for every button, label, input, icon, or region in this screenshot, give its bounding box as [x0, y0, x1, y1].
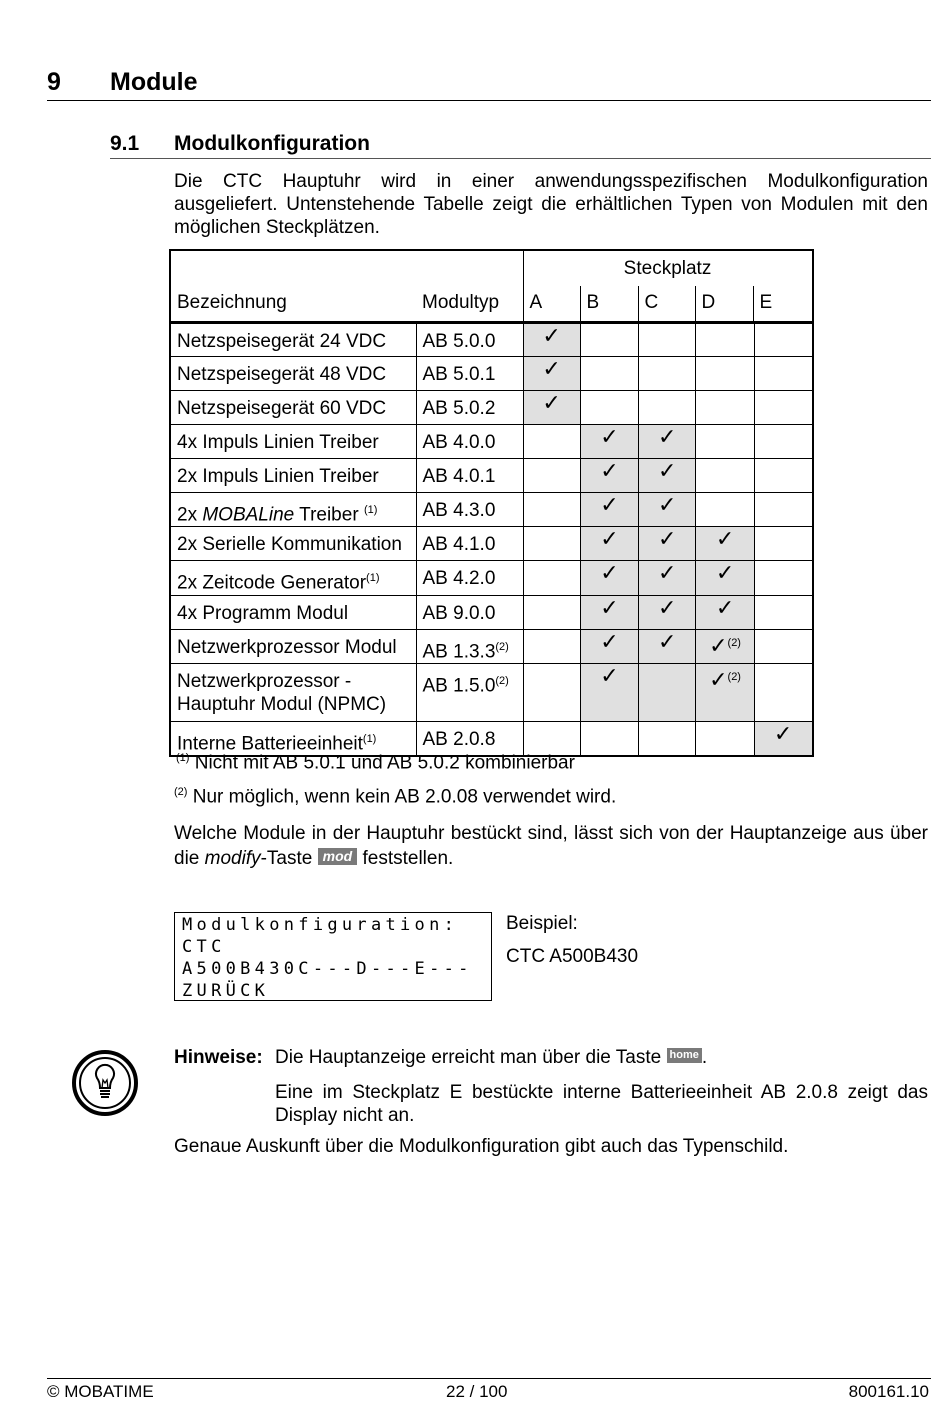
- slot-cell: [754, 323, 812, 357]
- display-line: Modulkonfiguration:: [182, 915, 459, 935]
- check-icon: ✓: [542, 391, 561, 416]
- display-line: A500B430C---D---E---: [182, 959, 473, 979]
- slot-cell: [639, 595, 696, 629]
- footnote-2: $^{(2)}$ Nur möglich, wenn kein AB 2.0.08 verwendet wird.: [174, 786, 617, 808]
- check-icon: ✓: [600, 527, 619, 553]
- check-icon: ✓: [658, 425, 677, 450]
- module-name: Netzspeisegerät 24 VDC: [170, 323, 416, 357]
- slot-cell: [696, 595, 754, 629]
- modify-paragraph: Welche Module in der Hauptuhr bestückt sind, lässt sich von der Hauptanzeige aus über die modify-Taste mod feststellen.: [174, 823, 928, 869]
- check-icon: ✓: [658, 459, 677, 484]
- footer-page-number: 22 / 100: [446, 1382, 508, 1401]
- table-row: [170, 323, 813, 357]
- slot-cell: [754, 425, 812, 459]
- slot-cell: [523, 561, 580, 595]
- display-line: ZURÜCK: [182, 981, 270, 1001]
- slot-cell: [580, 323, 638, 357]
- module-name: 2x MOBALine Treiber $^{(1)}$: [170, 493, 416, 527]
- module-name: 2x Serielle Kommunikation: [170, 527, 416, 561]
- slot-cell: [580, 357, 638, 391]
- chapter-number: 9: [47, 68, 61, 96]
- slot-cell: [523, 595, 580, 629]
- table-row: [170, 391, 813, 425]
- slot-cell: [754, 391, 812, 425]
- slot-cell: [639, 493, 696, 527]
- module-type: AB 4.2.0: [416, 561, 523, 595]
- slot-cell: [580, 629, 638, 663]
- header-steckplatz: Steckplatz: [623, 258, 712, 279]
- table-row: [170, 425, 813, 459]
- table-row: [170, 663, 813, 721]
- check-icon: ✓: [709, 668, 728, 694]
- slot-cell: [696, 527, 754, 561]
- slot-cell: [580, 493, 638, 527]
- module-name: 4x Impuls Linien Treiber: [170, 425, 416, 459]
- section-number: 9.1: [110, 132, 140, 155]
- slot-cell: [580, 425, 638, 459]
- check-icon: ✓: [658, 561, 677, 587]
- header-type: Modultyp: [416, 250, 523, 323]
- module-name: 2x Zeitcode Generator$^{(1)}$: [170, 561, 416, 595]
- check-icon: ✓: [600, 459, 619, 484]
- slot-cell: [696, 323, 754, 357]
- check-icon: ✓: [600, 629, 619, 655]
- table-row: [170, 561, 813, 595]
- slot-cell: [754, 459, 812, 493]
- slot-cell: [754, 721, 812, 756]
- slot-cell: [523, 493, 580, 527]
- table-row: [170, 357, 813, 391]
- module-name: Netzwerkprozessor - Hauptuhr Modul (NPMC): [170, 663, 416, 721]
- module-name: 4x Programm Modul: [170, 595, 416, 629]
- check-icon: ✓: [600, 595, 619, 621]
- footer-rule: [47, 1378, 931, 1379]
- slot-cell: [523, 391, 580, 425]
- slot-cell: [639, 323, 696, 357]
- check-icon: ✓: [600, 663, 619, 689]
- check-icon: ✓: [600, 561, 619, 587]
- table-row: [170, 595, 813, 629]
- slot-cell: [639, 527, 696, 561]
- slot-cell: [523, 425, 580, 459]
- slot-cell: [696, 391, 754, 425]
- slot-cell: [696, 459, 754, 493]
- section-title: Modulkonfiguration: [174, 132, 370, 155]
- slot-cell: [523, 357, 580, 391]
- check-icon: ✓: [709, 633, 728, 659]
- module-name: Netzspeisegerät 48 VDC: [170, 357, 416, 391]
- slot-cell: [754, 663, 812, 721]
- header-slots: [523, 250, 813, 323]
- module-type: AB 5.0.0: [416, 323, 523, 357]
- intro-paragraph: Die CTC Hauptuhr wird in einer anwendungsspezifischen Modulkonfiguration ausgeliefert. Untenstehende Tabelle zeigt die erhältlichen Typen von Modulen mit den möglichen Steckplätzen.: [174, 171, 928, 238]
- slot-a: A: [524, 286, 581, 321]
- example-value: CTC A500B430: [506, 946, 639, 967]
- slot-cell: [754, 561, 812, 595]
- slot-cell: [580, 459, 638, 493]
- lcd-display: [174, 912, 492, 1001]
- section-heading: [110, 132, 931, 159]
- hint-label: Hinweise:: [174, 1047, 263, 1068]
- slot-letters: [524, 286, 812, 321]
- check-icon: ✓: [658, 595, 677, 621]
- slot-cell: [639, 561, 696, 595]
- slot-cell: [523, 527, 580, 561]
- module-name: Netzspeisegerät 60 VDC: [170, 391, 416, 425]
- slot-cell: [639, 425, 696, 459]
- slot-cell: [580, 721, 638, 756]
- module-type: AB 9.0.0: [416, 595, 523, 629]
- display-line: CTC: [182, 937, 226, 957]
- footnote-1: $^{(1)}$ Nicht mit AB 5.0.1 und AB 5.0.2 kombinierbar: [176, 752, 575, 774]
- slot-cell: [696, 357, 754, 391]
- module-type: AB 1.3.3$^{(2)}$: [416, 629, 523, 663]
- module-type: AB 5.0.1: [416, 357, 523, 391]
- slot-cell: ✓$^{(2)}$: [696, 629, 754, 663]
- check-icon: ✓: [600, 425, 619, 450]
- slot-cell: [754, 357, 812, 391]
- check-icon: ✓: [658, 493, 677, 518]
- check-icon: ✓: [658, 629, 677, 655]
- table-header-row: [170, 250, 813, 323]
- slot-cell: [523, 663, 580, 721]
- module-table: [169, 249, 814, 757]
- slot-cell: ✓$^{(2)}$: [696, 663, 754, 721]
- slot-cell: [639, 629, 696, 663]
- slot-cell: [580, 663, 638, 721]
- slot-cell: [639, 391, 696, 425]
- module-name: Netzwerkprozessor Modul: [170, 629, 416, 663]
- module-type: AB 4.0.0: [416, 425, 523, 459]
- slot-cell: [580, 391, 638, 425]
- check-icon: ✓: [542, 324, 561, 349]
- lightbulb-icon: [72, 1050, 138, 1116]
- example-label: Beispiel:: [506, 913, 578, 934]
- module-type: AB 1.5.0$^{(2)}$: [416, 663, 523, 721]
- slot-e: E: [759, 292, 773, 313]
- check-icon: ✓: [600, 493, 619, 518]
- module-name: 2x Impuls Linien Treiber: [170, 459, 416, 493]
- check-icon: ✓: [715, 595, 735, 621]
- slot-cell: [696, 493, 754, 527]
- slot-cell: [580, 527, 638, 561]
- slot-cell: [754, 527, 812, 561]
- mod-key-icon: mod: [318, 848, 358, 865]
- check-icon: ✓: [542, 357, 561, 382]
- slot-cell: [580, 595, 638, 629]
- chapter-heading: [47, 68, 931, 101]
- chapter-title: Module: [110, 68, 198, 96]
- header-designation: Bezeichnung: [170, 250, 416, 323]
- table-row: [170, 527, 813, 561]
- slot-b: B: [581, 286, 639, 321]
- module-type: AB 4.3.0: [416, 493, 523, 527]
- hint-line-1: Die Hauptanzeige erreicht man über die Taste home .: [275, 1047, 708, 1068]
- footer-copyright: © MOBATIME: [47, 1382, 154, 1401]
- check-icon: ✓: [715, 527, 735, 553]
- table-row: [170, 493, 813, 527]
- table-row: [170, 629, 813, 663]
- slot-cell: [639, 357, 696, 391]
- module-name: Interne Batterieeinheit$^{(1)}$: [170, 721, 416, 756]
- slot-cell: [523, 323, 580, 357]
- check-icon: ✓: [658, 527, 677, 553]
- slot-cell: [696, 561, 754, 595]
- slot-cell: [754, 493, 812, 527]
- slot-cell: [754, 629, 812, 663]
- module-type: AB 4.1.0: [416, 527, 523, 561]
- check-icon: ✓: [715, 561, 735, 587]
- home-key-icon: home: [667, 1048, 702, 1063]
- footer-doc-number: 800161.10: [848, 1382, 929, 1401]
- closing-paragraph: Genaue Auskunft über die Modulkonfiguration gibt auch das Typenschild.: [174, 1136, 789, 1157]
- check-icon: ✓: [773, 721, 793, 747]
- hint-line-2: Eine im Steckplatz E bestückte interne Batterieeinheit AB 2.0.8 zeigt das Display nicht an.: [275, 1082, 928, 1126]
- module-type: AB 4.0.1: [416, 459, 523, 493]
- slot-d: D: [696, 286, 754, 321]
- module-type: AB 2.0.8: [416, 721, 523, 756]
- slot-cell: [639, 663, 696, 721]
- slot-c: C: [639, 286, 696, 321]
- slot-cell: [639, 459, 696, 493]
- slot-cell: [696, 425, 754, 459]
- slot-cell: [523, 459, 580, 493]
- table-row: [170, 459, 813, 493]
- slot-cell: [523, 629, 580, 663]
- slot-cell: [754, 595, 812, 629]
- slot-cell: [696, 721, 754, 756]
- module-type: AB 5.0.2: [416, 391, 523, 425]
- slot-cell: [639, 721, 696, 756]
- slot-cell: [580, 561, 638, 595]
